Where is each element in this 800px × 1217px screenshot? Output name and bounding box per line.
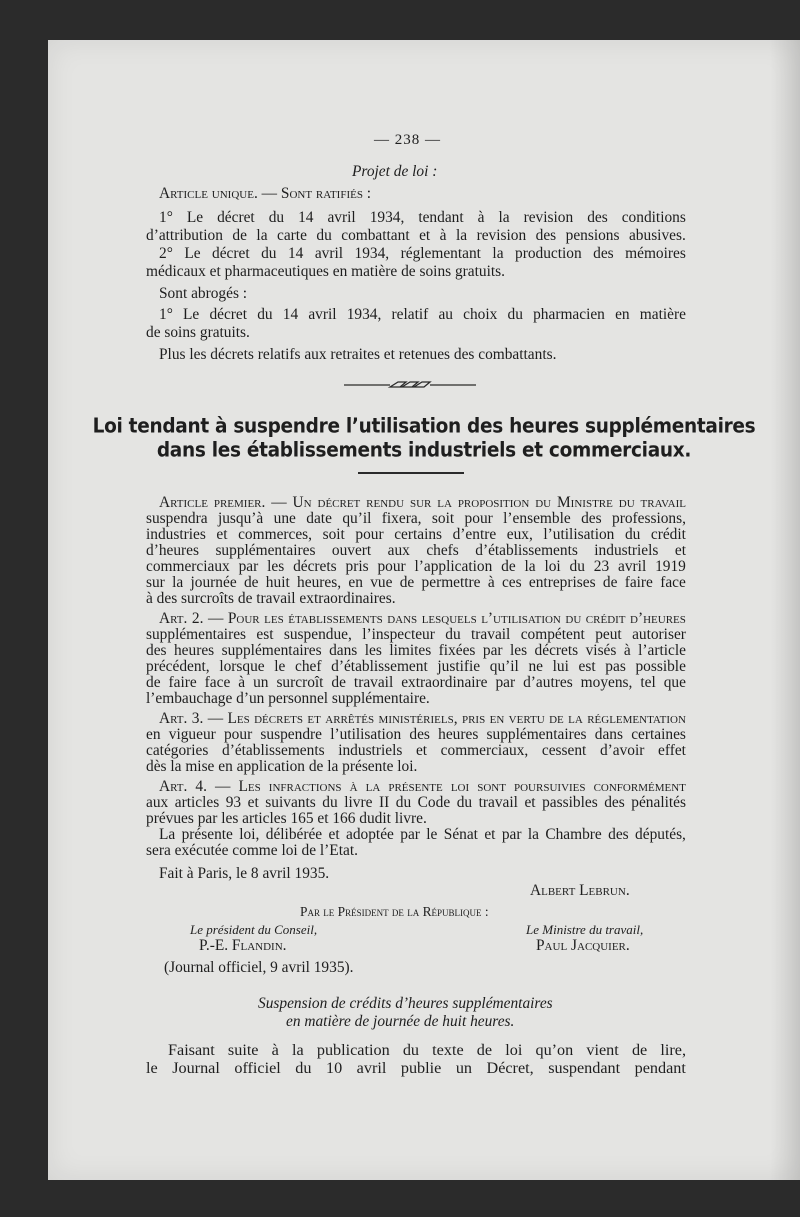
loi-line: Art. 3. — Les décrets et arrêtés ministériels, pris en vertu de la réglementation xyxy=(159,710,686,727)
loi-line: Article premier. — Un décret rendu sur la proposition du Ministre du travail xyxy=(159,494,686,511)
loi-line: en vigueur pour suspendre l’utilisation des heures supplémentaires dans certaines xyxy=(146,726,686,743)
signature-right-name: Paul Jacquier. xyxy=(536,937,630,954)
loi-line: d’heures supplémentaires ouvert aux chefs d’établissements industriels et xyxy=(146,542,686,559)
projet-line: Plus les décrets relatifs aux retraites et retenues des combattants. xyxy=(159,346,557,363)
signature-left-title: Le président du Conseil, xyxy=(190,922,318,937)
signature-president: Albert Lebrun. xyxy=(530,882,630,899)
loi-line: suspendra jusqu’à une date qu’il fixera, soit pour l’ensemble des professions, xyxy=(146,510,686,527)
document-page xyxy=(48,40,800,1180)
loi-line: aux articles 93 et suivants du livre II du Code du travail et passibles des pénalités xyxy=(146,794,686,811)
projet-line: Sont abrogés : xyxy=(159,285,248,302)
signature-left-name: P.-E. Flandin. xyxy=(199,937,287,954)
loi-line: catégories d’établissements industriels et commerciaux, cessent d’avoir effet xyxy=(146,742,686,759)
projet-line: médicaux et pharmaceutiques en matière de soins gratuits. xyxy=(146,263,505,280)
loi-line: industries et commerces, soit pour certains d’entre eux, l’utilisation du crédit xyxy=(146,526,686,543)
projet-line: 1° Le décret du 14 avril 1934, tendant à la revision des conditions xyxy=(159,209,686,226)
suspension-heading-line-1: Suspension de crédits d’heures supplémentaires xyxy=(258,995,553,1012)
loi-line: La présente loi, délibérée et adoptée par le Sénat et par la Chambre des députés, xyxy=(159,826,686,843)
loi-line: sera exécutée comme loi de l’Etat. xyxy=(146,842,358,859)
loi-line: de faire face à un surcroît de travail extraordinaire par d’autres moyens, tel que xyxy=(146,674,686,691)
loi-line: dès la mise en application de la présente loi. xyxy=(146,758,418,775)
suspension-heading-line-2: en matière de journée de huit heures. xyxy=(286,1013,515,1030)
projet-line: 2° Le décret du 14 avril 1934, réglementant la production des mémoires xyxy=(159,245,686,262)
ornament-divider xyxy=(344,378,476,392)
page-number: — 238 — xyxy=(374,132,441,148)
projet-line: Article unique. — Sont ratifiés : xyxy=(159,185,372,202)
loi-line: sur la journée de huit heures, en vue de permettre à ces entreprises de faire face xyxy=(146,574,686,591)
loi-line: l’embauchage d’un personnel supplémentaire. xyxy=(146,690,430,707)
title-rule xyxy=(358,472,464,474)
suspension-line: le Journal officiel du 10 avril publie un Décret, suspendant pendant xyxy=(146,1059,686,1077)
loi-line: commerciaux par les décrets pris pour l’application de la loi du 23 avril 1919 xyxy=(146,558,686,575)
projet-line: 1° Le décret du 14 avril 1934, relatif au choix du pharmacien en matière xyxy=(159,306,686,323)
loi-line: Art. 2. — Pour les établissements dans lesquels l’utilisation du crédit d’heures xyxy=(159,610,686,627)
projet-line: d’attribution de la carte du combattant et à la revision des pensions abusives. xyxy=(146,227,686,244)
loi-line: prévues par les articles 165 et 166 dudit livre. xyxy=(146,810,427,827)
journal-source: (Journal officiel, 9 avril 1935). xyxy=(164,959,354,976)
loi-title-line-1: Loi tendant à suspendre l’utilisation des heures supplémentaires xyxy=(92,415,756,438)
loi-line: précédent, lorsque le chef d’établissement justifie qu’il ne lui est pas possible xyxy=(146,658,686,675)
projet-line: de soins gratuits. xyxy=(146,324,250,341)
suspension-line: Faisant suite à la publication du texte de loi qu’on vient de lire, xyxy=(168,1041,686,1059)
loi-line: Art. 4. — Les infractions à la présente loi sont poursuivies conformément xyxy=(159,778,686,795)
signature-right-title: Le Ministre du travail, xyxy=(526,922,644,937)
par-le-president: Par le Président de la République : xyxy=(300,904,489,919)
projet-heading: Projet de loi : xyxy=(352,163,438,180)
loi-line: à des surcroîts de travail extraordinaires. xyxy=(146,590,396,607)
loi-title-line-2: dans les établissements industriels et commerciaux. xyxy=(156,439,692,462)
loi-line: Fait à Paris, le 8 avril 1935. xyxy=(159,865,330,882)
loi-line: des heures supplémentaires dans les limites fixées par les décrets visés à l’article xyxy=(146,642,686,659)
loi-line: supplémentaires est suspendue, l’inspecteur du travail compétent peut autoriser xyxy=(146,626,686,643)
